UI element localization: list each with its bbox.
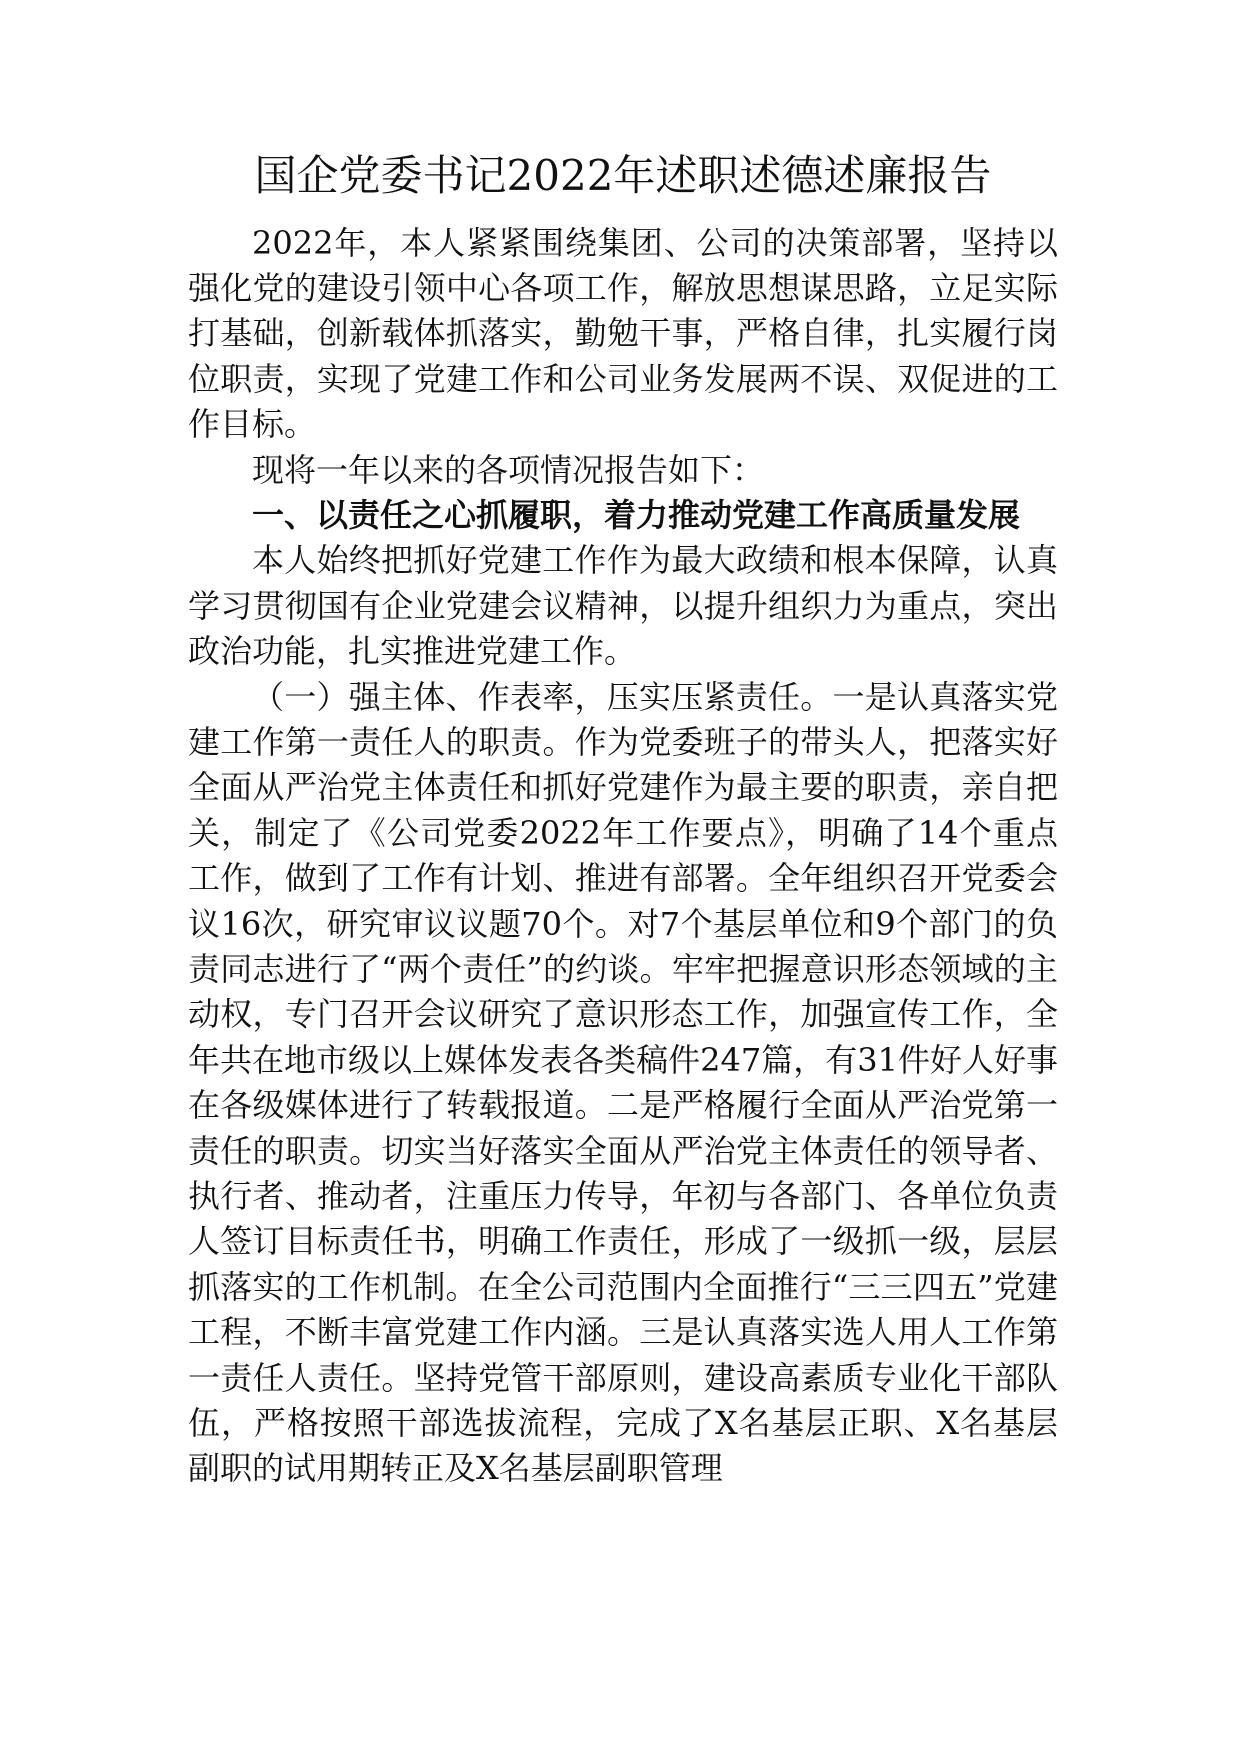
document-page bbox=[188, 150, 1058, 1492]
document-title: 国企党委书记2022年述职述德述廉报告 bbox=[254, 151, 992, 200]
section-1-intro-paragraph: 本人始终把抓好党建工作作为最大政绩和根本保障，认真学习贯彻国有企业党建会议精神，以提升组织力为重点，突出政治功能，扎实推进党建工作。 bbox=[188, 541, 1058, 671]
intro-paragraph: 2022年，本人紧紧围绕集团、公司的决策部署，坚持以强化党的建设引领中心各项工作，解放思想谋思路，立足实际打基础，创新载体抓落实，勤勉干事，严格自律，扎实履行岗位职责，实现了党建工作和公司业务发展两不误、双促进的工作目标。 bbox=[188, 223, 1058, 444]
report-lead-paragraph: 现将一年以来的各项情况报告如下： bbox=[252, 450, 765, 489]
subsection-1-paragraph: （一）强主体、作表率，压实压紧责任。一是认真落实党建工作第一责任人的职责。作为党委班子的带头人，把落实好全面从严治党主体责任和抓好党建作为最主要的职责，亲自把关，制定了《公司党委2022年工作要点》，明确了14个重点工作，做到了工作有计划、推进有部署。全年组织召开党委会议16次，研究审议议题70个。对7个基层单位和9个部门的负责同志进行了“两个责任”的约谈。牢牢把握意识形态领域的主动权，专门召开会议研究了意识形态工作，加强宣传工作，全年共在地市级以上媒体发表各类稿件247篇，有31件好人好事在各级媒体进行了转载报道。二是严格履行全面从严治党第一责任的职责。切实当好落实全面从严治党主体责任的领导者、执行者、推动者，注重压力传导，年初与各部门、各单位负责人签订目标责任书，明确工作责任，形成了一级抓一级，层层抓落实的工作机制。在全公司范围内全面推行“三三四五”党建工程，不断丰富党建工作内涵。三是认真落实选人用人工作第一责任人责任。坚持党管干部原则，建设高素质专业化干部队伍，严格按照干部选拔流程，完成了X名基层正职、X名基层副职的试用期转正及X名基层副职管理 bbox=[188, 677, 1058, 1488]
section-heading-1: 一、以责任之心抓履职，着力推动党建工作高质量发展 bbox=[252, 495, 1021, 534]
